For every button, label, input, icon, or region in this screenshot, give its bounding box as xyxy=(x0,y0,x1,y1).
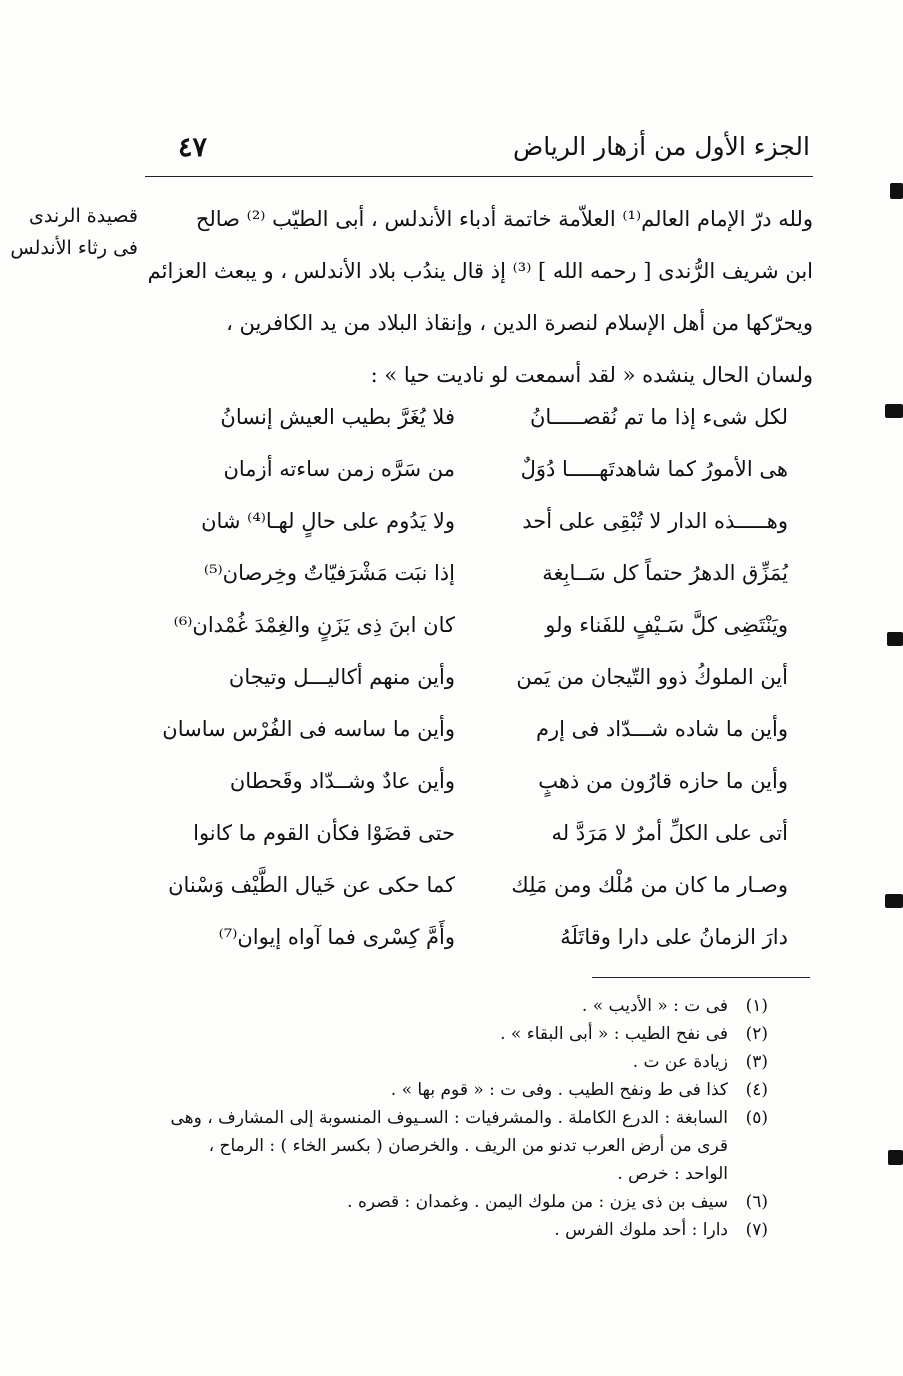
footnote-text: فى ت : « الأديب » . xyxy=(581,996,728,1016)
footnote-number: (٤) xyxy=(745,1080,768,1100)
footnote xyxy=(170,1076,768,1104)
first-hemistich: وأين ما شاده شـــدّاد فى إرم xyxy=(536,717,788,741)
first-hemistich: أين الملوكُ ذوو التّيجان من يَمن xyxy=(516,665,788,689)
footnote-text: دارا : أحد ملوك الفرس . xyxy=(554,1220,728,1240)
footnote xyxy=(170,1216,768,1244)
scan-edge-mark xyxy=(885,894,903,908)
second-hemistich: وأين عادٌ وشــدّاد وقَحطان xyxy=(229,769,455,793)
first-hemistich: أتى على الكلِّ أمرٌ لا مَرَدَّ له xyxy=(551,821,788,845)
footnote-number: (٥) xyxy=(745,1108,768,1128)
footnote-number: (١) xyxy=(745,996,768,1016)
footnote xyxy=(170,1104,768,1188)
header-rule xyxy=(145,176,813,177)
footnote xyxy=(170,992,768,1020)
footnotes xyxy=(170,992,768,1244)
margin-note xyxy=(6,200,138,264)
first-hemistich: ويَنْتَضِى كلَّ سَـيْفٍ للفَناء ولو xyxy=(545,613,788,637)
poem-verse xyxy=(140,405,813,457)
second-hemistich: كما حكى عن خَيال الطَّيْف وَسْنان xyxy=(168,873,455,897)
poem-verse xyxy=(140,509,813,561)
first-hemistich: يُمَزِّق الدهرُ حتماً كل سَــابِغة xyxy=(542,561,788,585)
first-hemistich: هى الأمورُ كما شاهدتَهـــــا دُوَلٌ xyxy=(520,457,788,481)
second-hemistich: ولا يَدُوم على حالٍ لهـا⁽⁴⁾ شان xyxy=(201,509,455,533)
footnote-number: (٧) xyxy=(745,1220,768,1240)
second-hemistich: وأين منهم أكاليـــل وتيجان xyxy=(228,665,455,689)
footnote xyxy=(170,1048,768,1076)
poem-verse xyxy=(140,457,813,509)
first-hemistich: لكل شىء إذا ما تم نُقصـــــانُ xyxy=(530,405,788,429)
poem-verse xyxy=(140,925,813,977)
poem-verse xyxy=(140,769,813,821)
page-number: ٤٧ xyxy=(178,132,208,163)
footnote xyxy=(170,1188,768,1216)
prose-line: ابن شريف الرُّندى [ رحمه الله ] ⁽³⁾ إذ قال يندُب بلاد الأندلس ، و يبعث العزائم xyxy=(147,259,813,283)
footnote-rule xyxy=(592,977,810,978)
running-title: الجزء الأول من أزهار الرياض xyxy=(513,132,810,161)
poem-verse xyxy=(140,561,813,613)
scan-edge-mark xyxy=(888,1150,903,1165)
first-hemistich: دارَ الزمانُ على دارا وقاتَلَهُ xyxy=(560,925,788,949)
second-hemistich: فلا يُغَرَّ بطيب العيش إنسانُ xyxy=(220,405,455,429)
first-hemistich: وأين ما حازه قارُون من ذهبٍ xyxy=(538,769,788,793)
poem-verse xyxy=(140,821,813,873)
scan-edge-mark xyxy=(890,183,903,199)
second-hemistich: إذا نبَت مَشْرَفيّاتٌ وخِرصان⁽⁵⁾ xyxy=(203,561,455,585)
poem-verse xyxy=(140,873,813,925)
prose-line: ويحرّكها من أهل الإسلام لنصرة الدين ، وإنقاذ البلاد من يد الكافرين ، xyxy=(226,311,813,335)
scan-edge-mark xyxy=(885,404,903,418)
first-hemistich: وصـار ما كان من مُلْك ومن مَلِك xyxy=(511,873,788,897)
prose-paragraph xyxy=(145,193,813,401)
footnote-text: سيف بن ذى يزن : من ملوك اليمن . وغمدان : قصره . xyxy=(347,1192,728,1212)
footnote-text: زيادة عن ت . xyxy=(632,1052,728,1072)
footnote-text: فى نفح الطيب : « أبى البقاء » . xyxy=(500,1024,728,1044)
footnote-number: (٦) xyxy=(745,1192,768,1212)
scan-edge-mark xyxy=(887,632,903,646)
first-hemistich: وهـــــذه الدار لا تُبْقِى على أحد xyxy=(522,509,788,533)
second-hemistich: من سَرَّه زمن ساءته أزمان xyxy=(223,457,455,481)
footnote-text: كذا فى ط ونفح الطيب . وفى ت : « قوم بها » . xyxy=(390,1080,728,1100)
footnote-number: (٢) xyxy=(745,1024,768,1044)
footnote xyxy=(170,1020,768,1048)
prose-line: ولله درّ الإمام العالم⁽¹⁾ العلاّمة خاتمة أدباء الأندلس ، أبى الطيّب ⁽²⁾ صالح xyxy=(195,207,813,231)
poem-verse xyxy=(140,665,813,717)
page-header xyxy=(150,128,810,168)
footnote-text: السابغة : الدرع الكاملة . والمشرفيات : السـيوف المنسوبة إلى المشارف ، وهى قرى من أرض العرب تدنو من الريف . والخرصان ( بكسر الخاء ) : الرماح ، الواحد : خرص . xyxy=(170,1108,728,1184)
margin-note-line: قصيدة الرندى xyxy=(29,205,138,227)
second-hemistich: وأَمَّ كِسْرى فما آواه إيوان⁽⁷⁾ xyxy=(218,925,455,949)
prose-line: ولسان الحال ينشده « لقد أسمعت لو ناديت حيا » : xyxy=(370,363,813,387)
footnote-number: (٣) xyxy=(745,1052,768,1072)
second-hemistich: وأين ما ساسه فى الفُرْس ساسان xyxy=(162,717,455,741)
poem-verse xyxy=(140,717,813,769)
poem-verse xyxy=(140,613,813,665)
second-hemistich: حتى قضَوْا فكأن القوم ما كانوا xyxy=(193,821,455,845)
second-hemistich: كان ابنَ ذِى يَزَنٍ والغِمْدَ غُمْدان⁽⁶⁾ xyxy=(173,613,455,637)
margin-note-line: فى رثاء الأندلس xyxy=(10,237,138,259)
